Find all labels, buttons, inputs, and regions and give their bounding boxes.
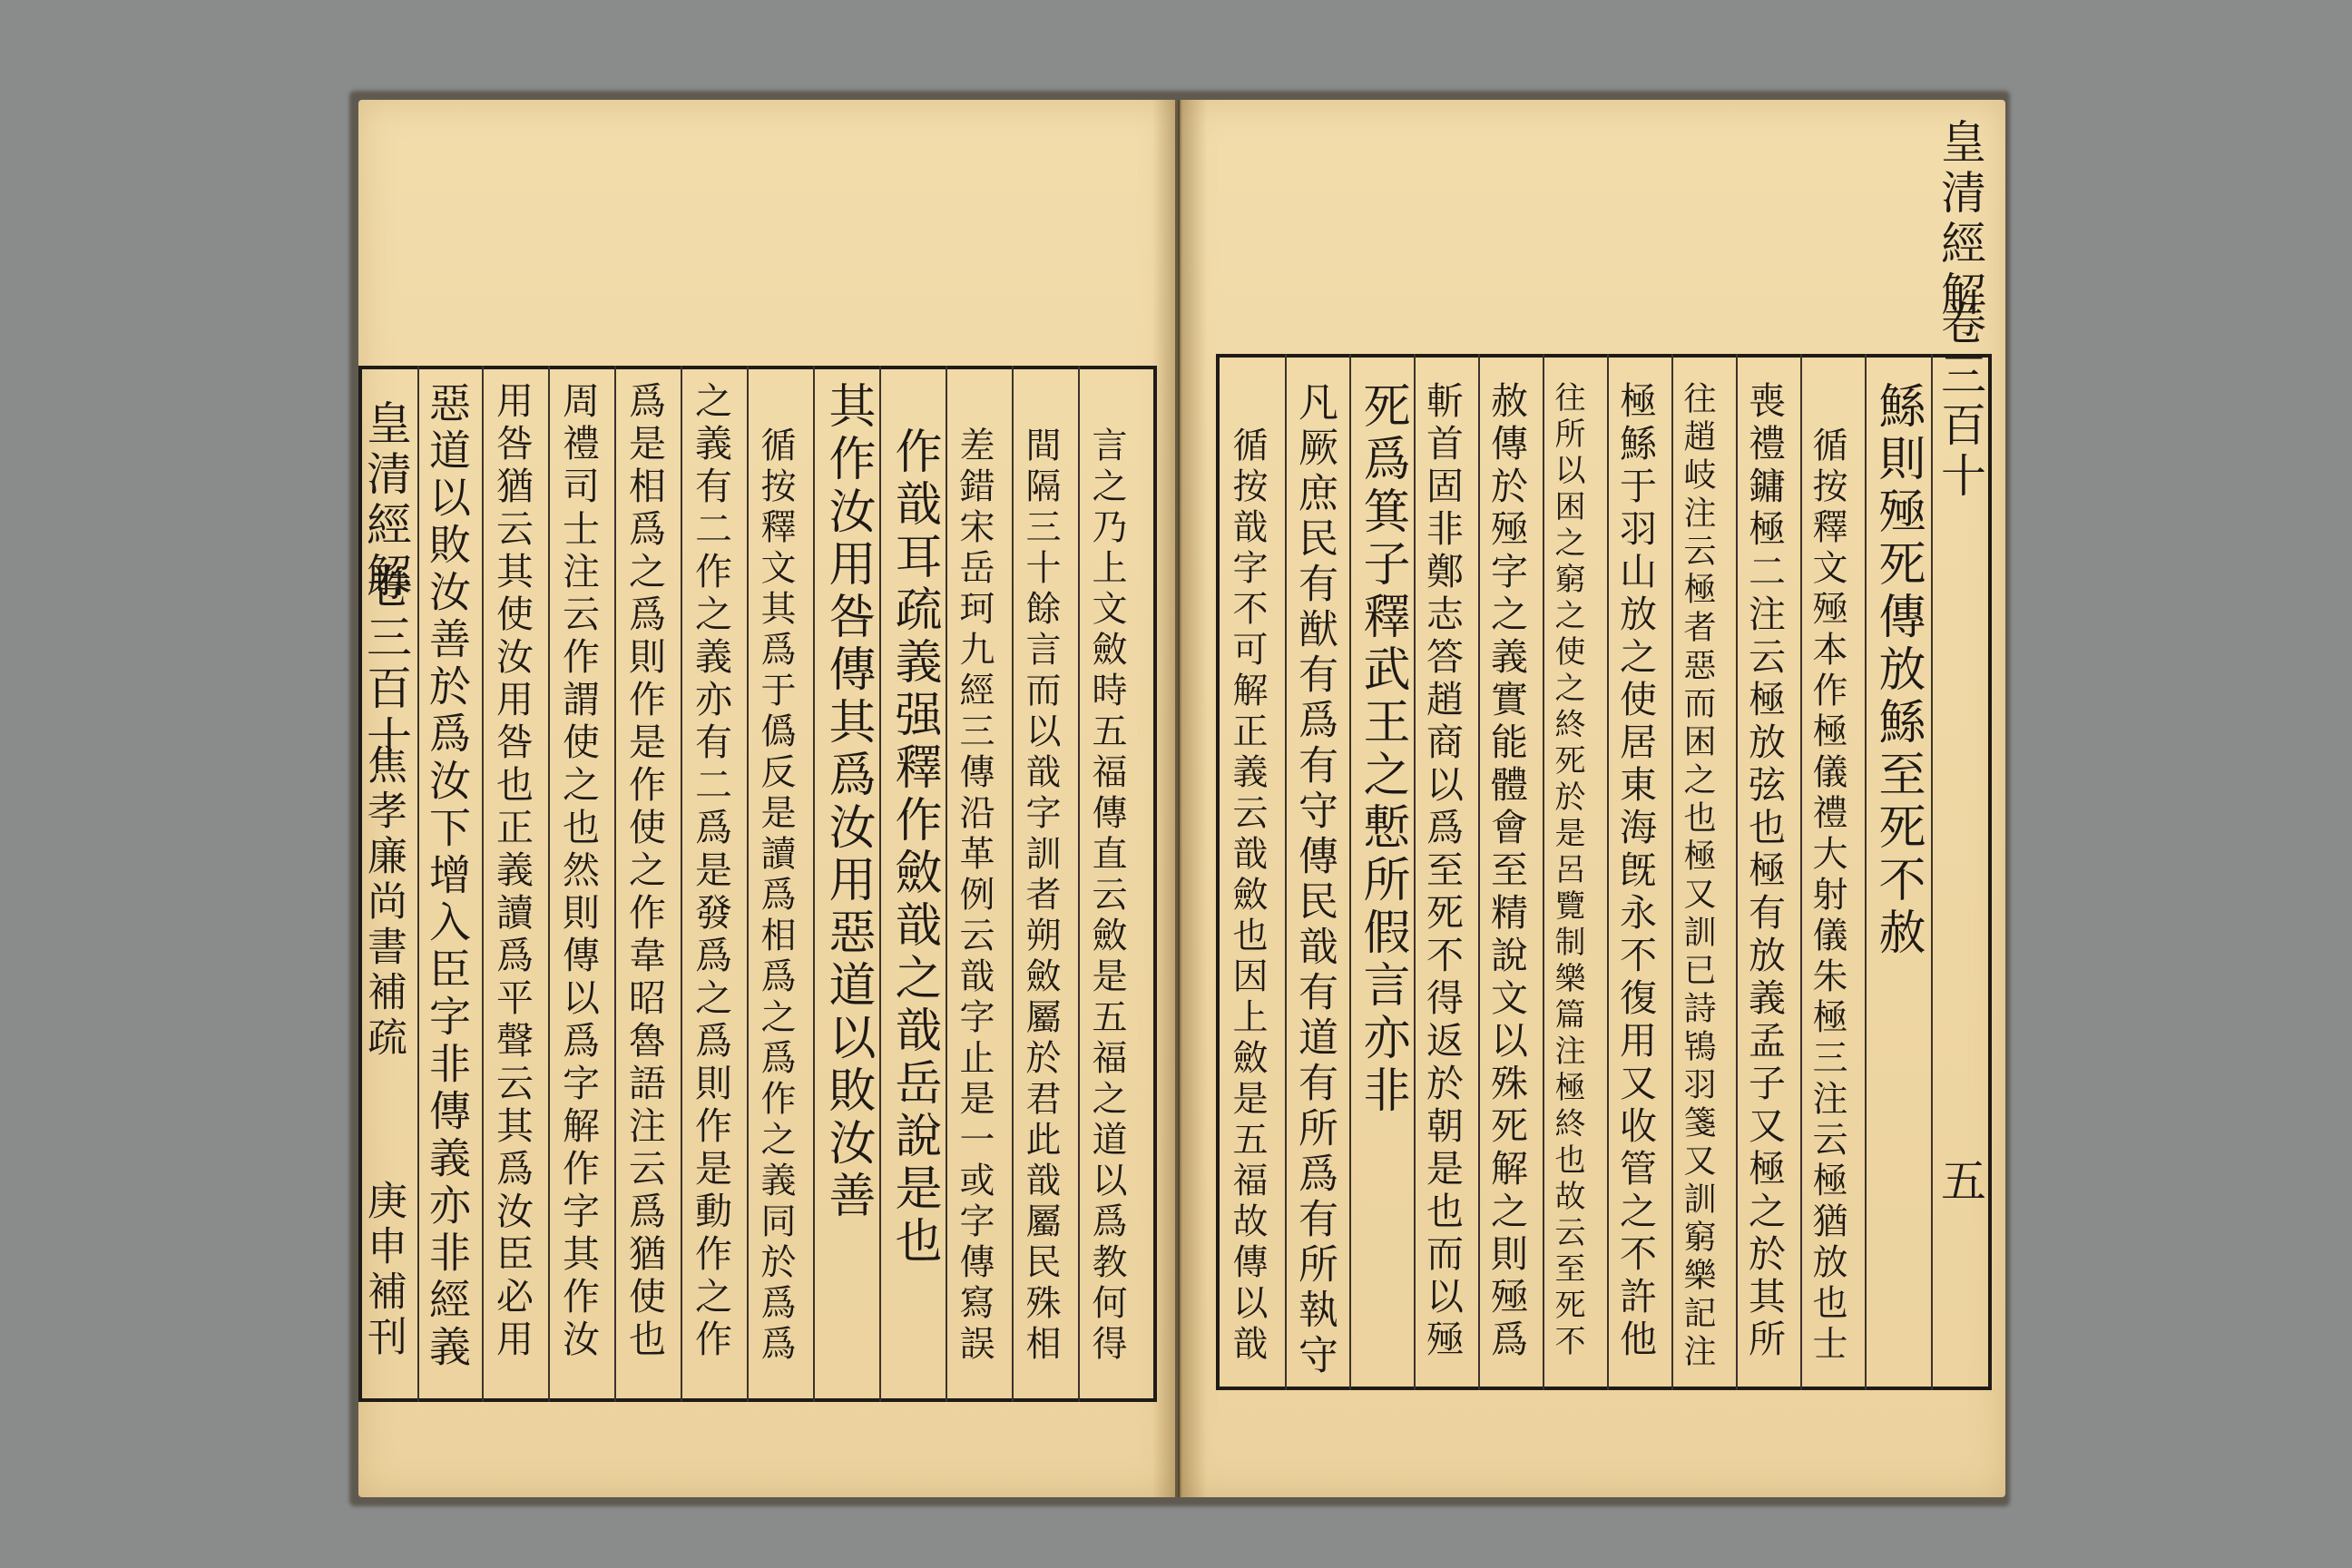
- left-spine-volume: 卷三百十: [359, 563, 412, 766]
- right-column-rule: [1607, 354, 1609, 1390]
- right-column-1: 鯀則殛死傳放鯀至死不赦: [1870, 381, 1925, 960]
- right-column-rule: [1349, 354, 1351, 1390]
- left-column-3: 差錯宋岳珂九經三傳沿革例云戠字止是一或字傳寫誤: [954, 426, 995, 1366]
- left-column-5: 其作汝用咎傳其爲汝用惡道以敗汝善: [820, 381, 875, 1223]
- left-spine-rule: [417, 366, 419, 1402]
- left-column-6: 循按釋文其爲于僞反是讀爲相爲之爲作之義同於爲爲: [755, 426, 796, 1366]
- left-column-10: 用咎猶云其使汝用咎也正義讀爲平聲云其爲汝臣必用: [490, 381, 534, 1362]
- left-column-rule: [548, 366, 550, 1402]
- left-column-rule: [1078, 366, 1080, 1402]
- right-column-4: 往趙岐注云極者惡而困之也極又訓已詩鴇羽箋又訓窮樂記注: [1679, 381, 1716, 1372]
- right-spine-rule: [1931, 354, 1933, 1390]
- left-column-rule: [946, 366, 947, 1402]
- right-spine-page: 五: [1934, 1157, 1986, 1208]
- left-column-rule: [614, 366, 616, 1402]
- right-column-rule: [1865, 354, 1867, 1390]
- right-column-rule: [1736, 354, 1738, 1390]
- right-column-3: 喪禮鏞極二注云極放弦也極有放義孟子又極之於其所: [1742, 381, 1786, 1362]
- left-column-11: 惡道以敗汝善於爲汝下增入臣字非傳義亦非經義: [423, 381, 472, 1372]
- left-column-7: 之義有二作之義亦有二爲是發爲之爲則作是動作之作: [689, 381, 732, 1362]
- left-column-rule: [482, 366, 484, 1402]
- right-column-9: 死爲箕子釋武王之慙所假言亦非: [1355, 381, 1409, 1118]
- right-spine-title: 皇清經解: [1934, 118, 1986, 321]
- right-column-6: 往所以困之窮之使之終死於是呂覽制樂篇注極終也故云至死不: [1549, 381, 1585, 1361]
- left-spine-author: 焦孝廉尚書補疏: [360, 744, 407, 1062]
- right-column-8: 斬首固非鄭志答趙商以爲至死不得返於朝是也而以殛: [1420, 381, 1464, 1362]
- left-column-rule: [681, 366, 682, 1402]
- left-column-rule: [879, 366, 881, 1402]
- left-column-1: 言之乃上文斂時五福傳直云斂是五福之道以爲教何得: [1086, 426, 1127, 1366]
- right-column-10: 凡厥庶民有猷有爲有守傳民戠有道有所爲有所執守: [1291, 381, 1338, 1379]
- right-column-11: 循按戠字不可解正義云戠斂也因上斂是五福故傳以戠: [1227, 426, 1268, 1366]
- right-column-7: 赦傳於殛字之義實能體會至精說文以殊死解之則殛爲: [1485, 381, 1528, 1362]
- left-column-2: 間隔三十餘言而以戠字訓者朔斂屬於君此戠屬民殊相: [1020, 426, 1061, 1366]
- left-column-rule: [813, 366, 815, 1402]
- left-column-8: 爲是相爲之爲則作是作使之作韋昭魯語注云爲猶使也: [622, 381, 666, 1362]
- right-column-rule: [1671, 354, 1673, 1390]
- left-column-rule: [747, 366, 749, 1402]
- left-column-rule: [1012, 366, 1014, 1402]
- right-column-5: 極鯀于羽山放之使居東海旣永不復用又收管之不許他: [1613, 381, 1657, 1362]
- left-spine-title: 皇清經解: [359, 399, 412, 603]
- right-column-rule: [1285, 354, 1287, 1390]
- left-column-4: 作戠耳疏義强釋作斂戠之戠岳說是也: [887, 426, 941, 1269]
- right-column-2: 循按釋文殛本作極儀禮大射儀朱極三注云極猶放也士: [1807, 426, 1847, 1366]
- right-column-rule: [1478, 354, 1480, 1390]
- right-column-rule: [1543, 354, 1544, 1390]
- right-column-rule: [1800, 354, 1802, 1390]
- left-spine-bottom: 庚申補刊: [360, 1180, 407, 1361]
- right-column-rule: [1414, 354, 1416, 1390]
- right-spine-volume: 卷三百十: [1934, 299, 1986, 503]
- left-column-9: 周禮司士注云作謂使之也然則傳以爲字解作字其作汝: [556, 381, 600, 1362]
